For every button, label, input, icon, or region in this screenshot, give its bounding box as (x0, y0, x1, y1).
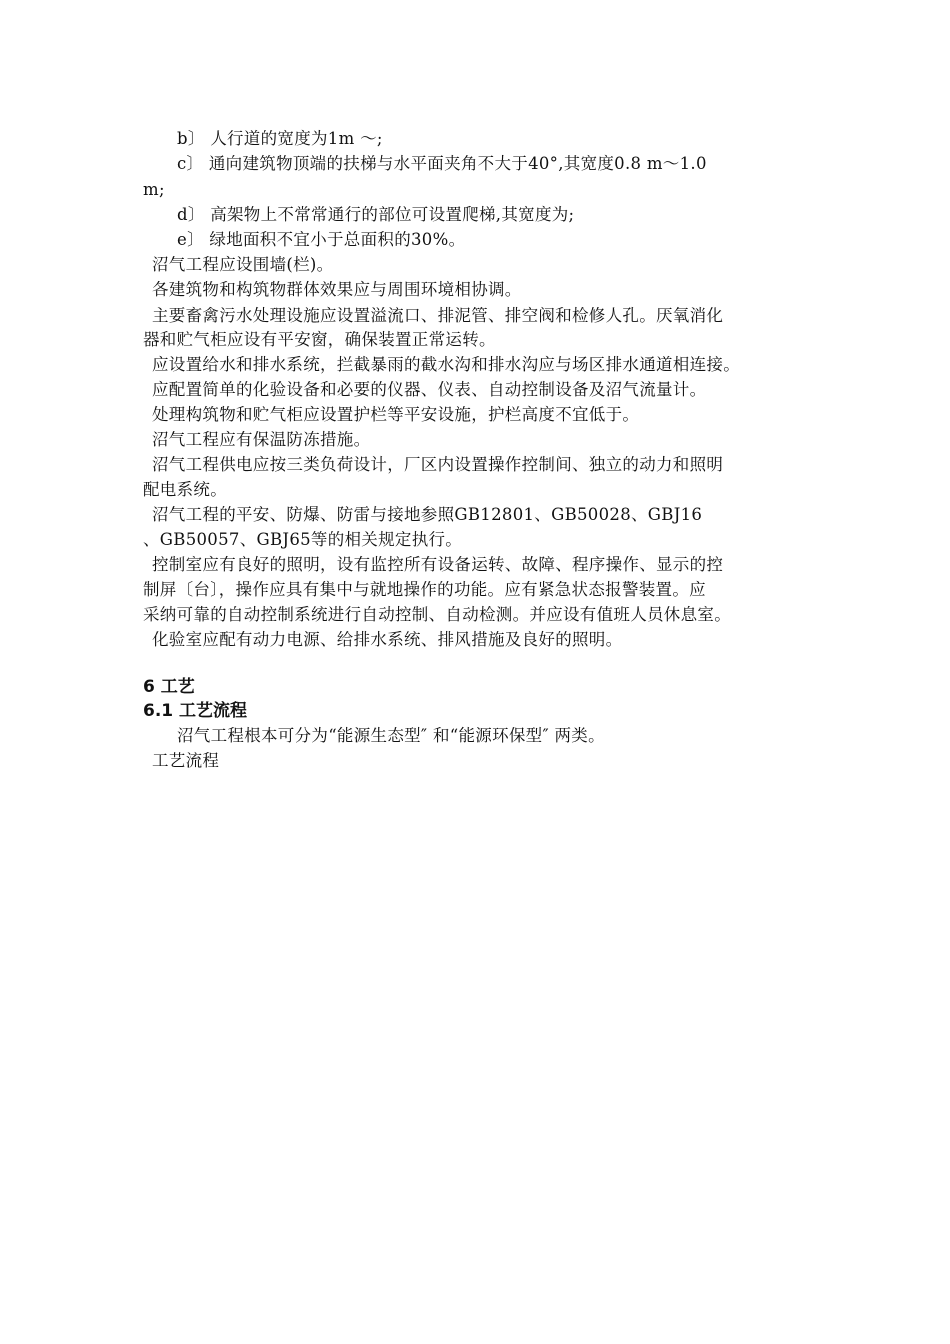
paragraph-line: 沼气工程供电应按三类负荷设计，厂区内设置操作控制间、独立的动力和照明 (152, 455, 724, 474)
paragraph-line: 应配置简单的化验设备和必要的仪器、仪表、自动控制设备及沼气流量计。 (152, 380, 707, 399)
subsection-heading: 6.1 工艺流程 (143, 701, 248, 721)
paragraph-line: 工艺流程 (152, 751, 220, 770)
paragraph-line: 、GB50057、GBJ65等的相关规定执行。 (143, 530, 463, 549)
paragraph-line: 处理构筑物和贮气柜应设置护栏等平安设施，护栏高度不宜低于。 (152, 405, 640, 424)
paragraph-line: 配电系统。 (143, 480, 227, 499)
paragraph-line: 沼气工程根本可分为“能源生态型″ 和“能源环保型″ 两类。 (177, 726, 605, 745)
list-item-e: e〕 绿地面积不宜小于总面积的30%。 (177, 230, 466, 249)
section-heading: 6 工艺 (143, 677, 195, 697)
list-item-c: c〕 通向建筑物顶端的扶梯与水平面夹角不大于40°,其宽度0.8 m～1.0 (177, 154, 707, 173)
paragraph-line: 控制室应有良好的照明，设有监控所有设备运转、故障、程序操作、显示的控 (152, 555, 724, 574)
paragraph-line: 制屏〔台〕，操作应具有集中与就地操作的功能。应有紧急状态报警装置。应 (143, 580, 706, 599)
paragraph-line: 化验室应配有动力电源、给排水系统、排风措施及良好的照明。 (152, 630, 623, 649)
list-item-d: d〕 高架物上不常常通行的部位可设置爬梯,其宽度为; (177, 205, 575, 224)
paragraph-line: 沼气工程的平安、防爆、防雷与接地参照GB12801、GB50028、GBJ16 (152, 505, 703, 524)
paragraph-line: 主要畜禽污水处理设施应设置溢流口、排泥管、排空阀和检修人孔。厌氧消化 (152, 306, 724, 325)
paragraph-line: 沼气工程应设围墙(栏)。 (152, 255, 334, 274)
list-item-c-continuation: m; (143, 180, 165, 199)
paragraph-line: 各建筑物和构筑物群体效果应与周围环境相协调。 (152, 280, 522, 299)
paragraph-line: 应设置给水和排水系统，拦截暴雨的截水沟和排水沟应与场区排水通道相连接。 (152, 355, 740, 374)
paragraph-line: 采纳可靠的自动控制系统进行自动控制、自动检测。并应设有值班人员休息室。 (143, 605, 731, 624)
paragraph-line: 沼气工程应有保温防冻措施。 (152, 430, 371, 449)
paragraph-line: 器和贮气柜应设有平安窗，确保装置正常运转。 (143, 330, 496, 349)
list-item-b: b〕 人行道的宽度为1m ～; (177, 129, 383, 148)
